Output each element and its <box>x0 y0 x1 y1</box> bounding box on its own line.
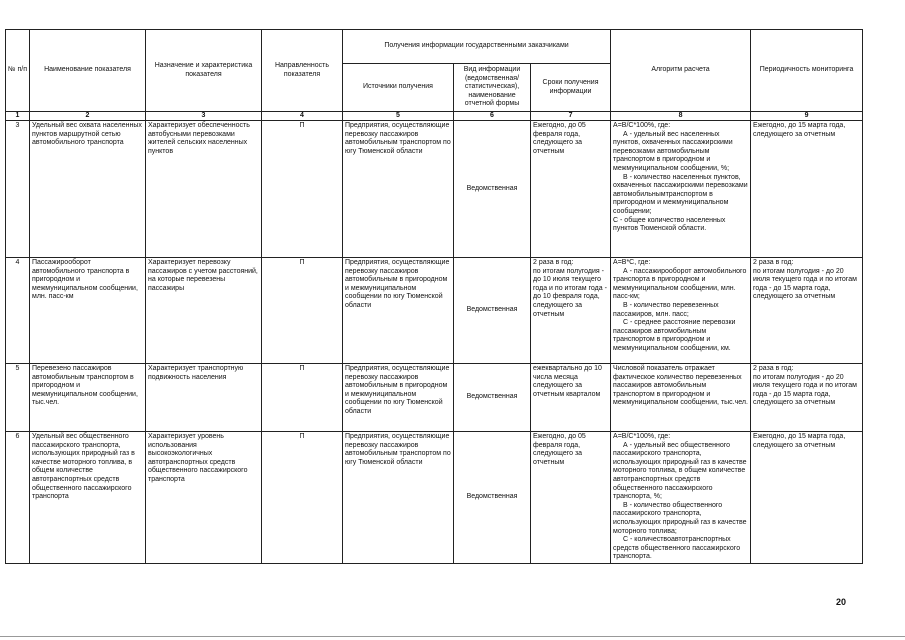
col-number: 5 <box>343 112 454 121</box>
indicator-direction: П <box>262 121 343 258</box>
header-info-type: Вид информации (ведомственная/ статистическая), наименование отчетной формы <box>454 64 531 112</box>
col-number: 9 <box>751 112 863 121</box>
algorithm-line: В - количество населенных пунктов, охваченных пассажирскими перевозками автомобильнымтранспортом в пригородном и межмуниципальном сообщении; <box>613 173 748 215</box>
info-terms: Ежегодно, до 05 февраля года, следующего за отчетным <box>531 121 611 258</box>
header-group: Получения информации государственными заказчиками <box>343 30 611 64</box>
header-name: Наименование показателя <box>30 30 146 112</box>
info-type: Ведомственная <box>454 432 531 564</box>
col-number: 1 <box>6 112 30 121</box>
info-type: Ведомственная <box>454 258 531 364</box>
calculation-algorithm <box>611 258 751 364</box>
algorithm-line: Числовой показатель отражает фактическое количество перевезенных пассажиров автомобильным транспортом в пригородном и межмуниципальном сообщении, тыс.чел. <box>613 365 748 407</box>
header-num: № п/п <box>6 30 30 112</box>
info-type: Ведомственная <box>454 121 531 258</box>
algorithm-line: А=В/С*100%, где: <box>613 433 671 440</box>
header-terms: Сроки получения информации <box>531 64 611 112</box>
info-terms: ежеквартально до 10 числа месяца следующего за отчетным кварталом <box>531 364 611 432</box>
info-terms: 2 раза в год: по итогам полугодия - до 10 июля текущего года и по итогам года - до 10 февраля года, следующего за отчетным <box>531 258 611 364</box>
header-periodicity: Периодичность мониторинга <box>751 30 863 112</box>
table-row <box>6 432 863 564</box>
algorithm-line: В - количество общественного пассажирского транспорта, использующих природный газ в качестве моторного топлива; <box>613 501 747 535</box>
indicator-purpose: Характеризует перевозку пассажиров с учетом расстояний, на которые перевезены пассажиры <box>146 258 262 364</box>
algorithm-line: А - пассажирооборот автомобильного транспорта в пригородном и межмуниципальном сообщении, млн. пасс-км; <box>613 267 747 301</box>
algorithm-line: А - удельный вес общественного пассажирского транспорта, использующих природный газ в качестве моторного топлива, в общем количестве автотранспортных средств общественного пассажирского транспорта, %; <box>613 441 747 501</box>
algorithm-line: А=В*С, где: <box>613 259 651 266</box>
header-purpose: Назначение и характеристика показателя <box>146 30 262 112</box>
algorithm-line: А=В/С*100%, где: <box>613 122 671 129</box>
indicator-name: Перевезено пассажиров автомобильным транспортом в пригородном и межмуниципальном сообщении, тыс.чел. <box>30 364 146 432</box>
info-source: Предприятия, осуществляющие перевозку пассажиров автомобильным транспортом по югу Тюменской области <box>343 432 454 564</box>
column-numbers-row <box>6 112 863 121</box>
info-source: Предприятия, осуществляющие перевозку пассажиров автомобильным в пригородном и межмуниципальном сообщении по югу Тюменской области <box>343 258 454 364</box>
calculation-algorithm <box>611 364 751 432</box>
indicator-purpose: Характеризует транспортную подвижность населения <box>146 364 262 432</box>
row-number: 6 <box>6 432 30 564</box>
indicator-name: Удельный вес общественного пассажирского транспорта, использующих природный газ в качестве моторного топлива, в общем количестве автотранспортных средств общественного пассажирского транспорта <box>30 432 146 564</box>
algorithm-line: С - общее количество населенных пунктов Тюменской области. <box>613 216 726 233</box>
indicator-purpose: Характеризует уровень использования высокоэкологичных автотранспортных средств общественного пассажирского транспорта <box>146 432 262 564</box>
table-row <box>6 258 863 364</box>
algorithm-line: С - среднее расстояние перевозки пассажиров автомобильным транспортом в пригородном и межмуниципальном сообщении, км. <box>613 319 736 352</box>
col-number: 7 <box>531 112 611 121</box>
col-number: 2 <box>30 112 146 121</box>
col-number: 6 <box>454 112 531 121</box>
header-algorithm: Алгоритм расчета <box>611 30 751 112</box>
calculation-algorithm <box>611 432 751 564</box>
col-number: 3 <box>146 112 262 121</box>
monitoring-period: 2 раза в год: по итогам полугодия - до 20 июля текущего года и по итогам года - до 15 марта года, следующего за отчетным <box>751 364 863 432</box>
indicator-name: Пассажирооборот автомобильного транспорта в пригородном и межмуниципальном сообщении, млн. пасс-км <box>30 258 146 364</box>
indicator-purpose: Характеризует обеспеченность автобусными перевозками жителей сельских населенных пунктов <box>146 121 262 258</box>
monitoring-period: Ежегодно, до 15 марта года, следующего за отчетным <box>751 432 863 564</box>
indicator-direction: П <box>262 432 343 564</box>
row-number: 4 <box>6 258 30 364</box>
info-type: Ведомственная <box>454 364 531 432</box>
header-sources: Источники получения <box>343 64 454 112</box>
info-source: Предприятия, осуществляющие перевозку пассажиров автомобильным транспортом по югу Тюменской области <box>343 121 454 258</box>
row-number: 5 <box>6 364 30 432</box>
info-terms: Ежегодно, до 05 февраля года, следующего за отчетным <box>531 432 611 564</box>
indicator-direction: П <box>262 258 343 364</box>
col-number: 4 <box>262 112 343 121</box>
page-number: 20 <box>836 597 847 607</box>
indicator-name: Удельный вес охвата населенных пунктов маршрутной сетью автомобильного транспорта <box>30 121 146 258</box>
monitoring-table <box>5 29 863 564</box>
row-number: 3 <box>6 121 30 258</box>
info-source: Предприятия, осуществляющие перевозку пассажиров автомобильным в пригородном и межмуниципальном сообщении по югу Тюменской области <box>343 364 454 432</box>
algorithm-line: А - удельный вес населенных пунктов, охваченных пассажирскими перевозками автомобильным транспортом в пригородном и межмуниципальном сообщении, %; <box>613 130 733 172</box>
table-row <box>6 364 863 432</box>
algorithm-line: С - количествоавтотранспортных средств общественного пассажирского транспорта. <box>613 536 741 561</box>
table-row <box>6 121 863 258</box>
indicator-direction: П <box>262 364 343 432</box>
monitoring-period: Ежегодно, до 15 марта года, следующего за отчетным <box>751 121 863 258</box>
algorithm-line: В - количество перевезенных пассажиров, млн. пасс; <box>613 301 719 318</box>
header-direction: Направленность показателя <box>262 30 343 112</box>
calculation-algorithm <box>611 121 751 258</box>
page-edge-line <box>0 636 905 637</box>
col-number: 8 <box>611 112 751 121</box>
monitoring-period: 2 раза в год: по итогам полугодия - до 20 июля текущего года и по итогам года - до 15 марта года, следующего за отчетным <box>751 258 863 364</box>
